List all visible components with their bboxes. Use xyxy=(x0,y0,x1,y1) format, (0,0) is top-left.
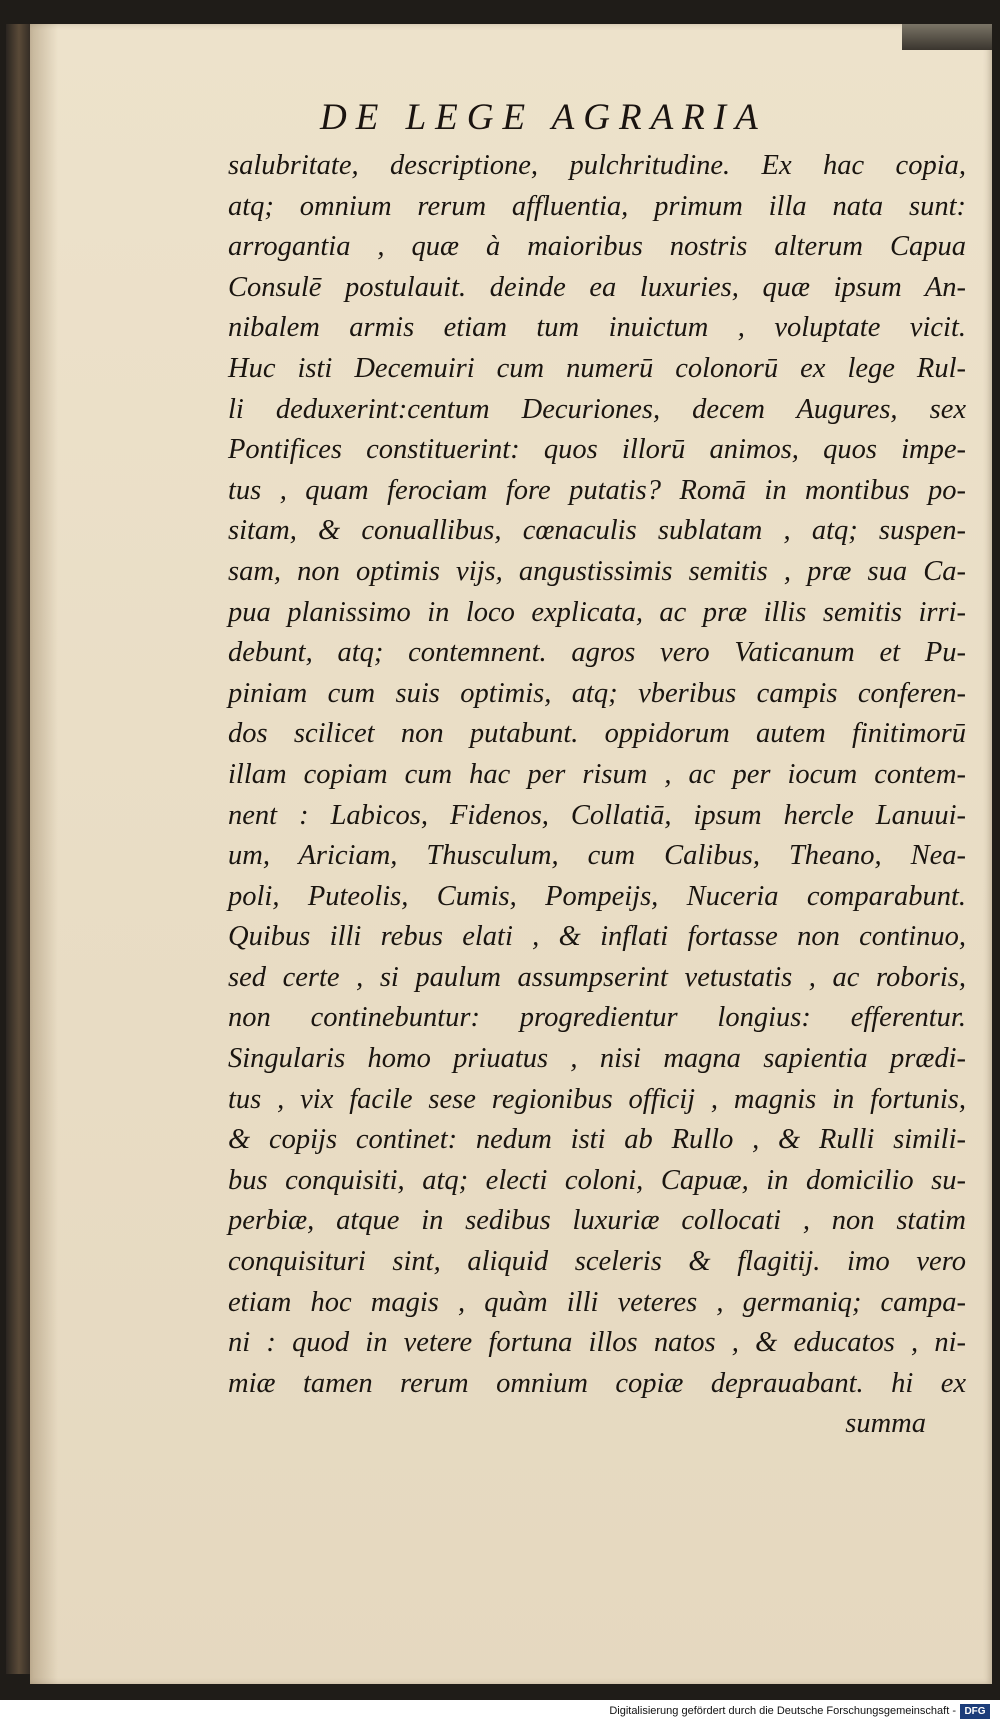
text-line: debunt, atq; contemnent. agros vero Vaticanum et Pu- xyxy=(228,637,966,669)
text-line: etiam hoc magis , quàm illi veteres , germaniq; campa- xyxy=(228,1286,966,1318)
text-line: tus , quam ferociam fore putatis? Romā in montibus po- xyxy=(228,474,966,506)
text-line: arrogantia , quæ à maioribus nostris alterum Capua xyxy=(228,231,966,263)
dfg-logo-badge: DFG xyxy=(960,1704,990,1719)
text-line: atq; omnium rerum affluentia, primum illa nata sunt: xyxy=(228,190,966,222)
text-line: miæ tamen rerum omnium copiæ deprauabant. hi ex xyxy=(228,1367,966,1399)
text-line: sam, non optimis vijs, angustissimis semitis , præ sua Ca- xyxy=(228,555,966,587)
catchword: summa xyxy=(845,1408,926,1440)
text-line: pua planissimo in loco explicata, ac præ illis semitis irri- xyxy=(228,596,966,628)
body-text-block xyxy=(228,146,966,1445)
page-running-header: DE LEGE AGRARIA xyxy=(320,97,767,138)
text-line: tus , vix facile sese regionibus officij , magnis in fortunis, xyxy=(228,1083,966,1115)
text-line: salubritate, descriptione, pulchritudine. Ex hac copia, xyxy=(228,150,966,181)
text-line: dos scilicet non putabunt. oppidorum autem finitimorū xyxy=(228,718,966,750)
book-binding-edge xyxy=(6,24,32,1674)
text-line: li deduxerint:centum Decuriones, decem Augures, sex xyxy=(228,393,966,425)
text-line: um, Ariciam, Thusculum, cum Calibus, Theano, Nea- xyxy=(228,840,966,872)
text-line: Quibus illi rebus elati , & inflati fortasse non continuo, xyxy=(228,921,966,953)
text-line: piniam cum suis optimis, atq; vberibus campis conferen- xyxy=(228,677,966,709)
text-line: Consulē postulauit. deinde ea luxuries, quæ ipsum An- xyxy=(228,271,966,303)
text-line: Singularis homo priuatus , nisi magna sapientia prædi- xyxy=(228,1043,966,1075)
digitization-footer xyxy=(0,1700,1000,1726)
text-line: ni : quod in vetere fortuna illos natos , & educatos , ni- xyxy=(228,1327,966,1359)
text-line: bus conquisiti, atq; electi coloni, Capuæ, in domicilio su- xyxy=(228,1164,966,1196)
page-corner-shadow xyxy=(902,24,992,50)
text-line: non continebuntur: progredientur longius: efferentur. xyxy=(228,1002,966,1034)
text-line: & copijs continet: nedum isti ab Rullo , & Rulli simili- xyxy=(228,1124,966,1156)
funding-credit: Digitalisierung gefördert durch die Deutsche Forschungsgemeinschaft - xyxy=(609,1705,956,1717)
text-line: poli, Puteolis, Cumis, Pompeijs, Nuceria comparabunt. xyxy=(228,880,966,912)
text-line: illam copiam cum hac per risum , ac per iocum contem- xyxy=(228,758,966,790)
text-line: perbiæ, atque in sedibus luxuriæ collocati , non statim xyxy=(228,1205,966,1237)
text-line: nent : Labicos, Fidenos, Collatiā, ipsum hercle Lanuui- xyxy=(228,799,966,831)
text-line: conquisituri sint, aliquid sceleris & flagitij. imo vero xyxy=(228,1246,966,1278)
text-line: Pontifices constituerint: quos illorū animos, quos impe- xyxy=(228,434,966,466)
text-line: nibalem armis etiam tum inuictum , voluptate vicit. xyxy=(228,312,966,344)
text-line: sitam, & conuallibus, cœnaculis sublatam , atq; suspen- xyxy=(228,515,966,547)
text-line: sed certe , si paulum assumpserint vetustatis , ac roboris, xyxy=(228,961,966,993)
text-line: Huc isti Decemuiri cum numerū colonorū ex lege Rul- xyxy=(228,352,966,384)
